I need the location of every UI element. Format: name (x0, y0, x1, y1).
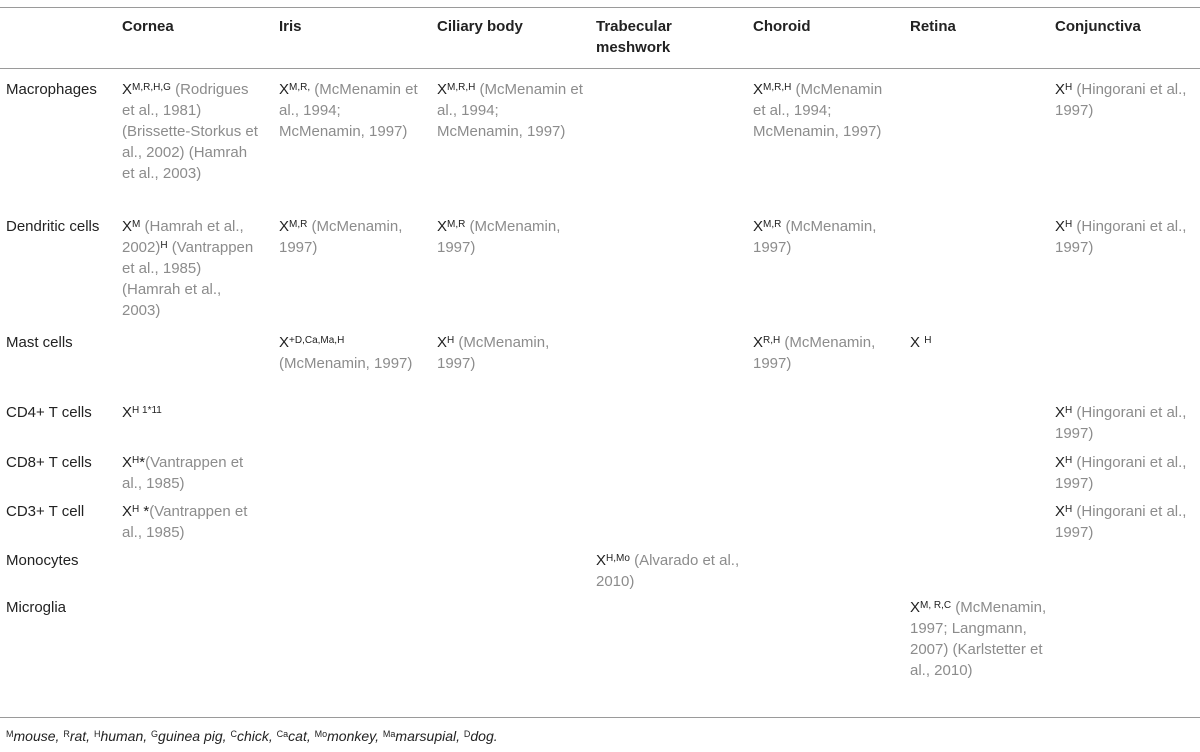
footnote-species-code: Mo (314, 729, 328, 739)
table-cell (279, 79, 424, 142)
row-label-monocytes: Monocytes (6, 552, 79, 569)
species-superscript: R,H (763, 335, 781, 346)
species-superscript: M,R, (289, 82, 311, 93)
table-cell (910, 332, 1050, 353)
table-cell (122, 216, 262, 321)
table-cell (1055, 501, 1197, 543)
species-superscript: H (1065, 219, 1073, 230)
presence-mark: $X^{M,R,H}$ (753, 81, 792, 98)
table-cell (122, 402, 262, 423)
presence-mark: $X^{M, R,C}$ (910, 599, 952, 616)
table-cell (437, 216, 587, 258)
table-cell (1055, 452, 1197, 494)
presence-mark: $X^{H 1*11}$ (122, 404, 162, 421)
footnote-species-name: mouse, (13, 728, 64, 744)
column-header-choroid: Choroid (753, 18, 811, 35)
table-footnote (6, 726, 498, 746)
row-label-cd4-t-cells: CD4+ T cells (6, 404, 92, 421)
citation: (Hamrah et al., 2002) (122, 218, 244, 256)
row-label-microglia: Microglia (6, 599, 67, 616)
species-superscript: M,R,H (763, 82, 792, 93)
column-header-ciliary-body: Ciliary body (437, 18, 523, 35)
citation: (Vantrappen et al., 1985) (122, 503, 248, 541)
row-label-dendritic-cells: Dendritic cells (6, 218, 100, 235)
table-cell (596, 550, 741, 592)
presence-mark: $X^{+D,Ca,Ma,H}$ (279, 334, 345, 351)
presence-mark: $X^H$ (1055, 218, 1073, 235)
table-cell (437, 79, 587, 142)
citation: (McMenamin et al., 1994; McMenamin, 1997) (753, 81, 883, 140)
species-superscript: M,R (289, 219, 308, 230)
citation: (Hingorani et al., 1997) (1055, 218, 1187, 256)
species-superscript: M,R,H (447, 82, 476, 93)
presence-mark: $X^H$ * (122, 503, 150, 520)
row-label-mast-cells: Mast cells (6, 334, 73, 351)
citation: (McMenamin, 1997) (279, 218, 403, 256)
citation: (McMenamin, 1997) (279, 355, 413, 372)
presence-mark: $X^{M,R,H,G}$ (122, 81, 171, 98)
row-label-cd8-t-cells: CD8+ T cells (6, 454, 92, 471)
presence-mark (160, 239, 167, 256)
footnote-species-name: guinea pig, (158, 728, 231, 744)
presence-mark: $X^{R,H}$ (753, 334, 781, 351)
table-cell (1055, 402, 1197, 444)
citation: (Hingorani et al., 1997) (1055, 503, 1187, 541)
presence-mark: $X^{M,R}$ (753, 218, 782, 235)
footnote-species-name: rat, (69, 728, 94, 744)
footnote-species-name: dog. (470, 728, 498, 744)
table-cell (1055, 216, 1197, 258)
footnote-species-name: cat, (288, 728, 315, 744)
footnote-species-name: marsupial, (395, 728, 464, 744)
citation: (McMenamin et al., 1994; McMenamin, 1997) (279, 81, 418, 140)
species-superscript: H (1065, 455, 1073, 466)
presence-mark: $X^H$ (1055, 503, 1073, 520)
citation: (McMenamin, 1997) (437, 334, 550, 372)
species-superscript: H (160, 240, 168, 251)
table-cell (279, 216, 424, 258)
presence-mark: $X^H$ (437, 334, 455, 351)
table-top-rule (0, 7, 1200, 8)
citation: (McMenamin, 1997; Langmann, 2007) (Karlstetter et al., 2010) (910, 599, 1047, 679)
species-superscript: H (1065, 504, 1073, 515)
presence-mark: $X^H*$ (122, 454, 146, 471)
species-superscript: H (924, 335, 932, 346)
table-bottom-rule (0, 717, 1200, 718)
table-cell (122, 501, 262, 543)
table-cell (122, 452, 262, 494)
presence-mark: $X^H$ (1055, 81, 1073, 98)
table-cell (753, 332, 898, 374)
species-superscript: M,R (763, 219, 782, 230)
species-superscript: M (132, 219, 141, 230)
citation: (McMenamin, 1997) (753, 334, 876, 372)
footnote-species-code: Ca (276, 729, 289, 739)
species-superscript: +D,Ca,Ma,H (289, 335, 345, 346)
footnote-species-code: M (6, 729, 14, 739)
species-superscript: H (1065, 405, 1073, 416)
table-cell (753, 79, 898, 142)
table-cell (279, 332, 424, 374)
column-header-retina: Retina (910, 18, 956, 35)
column-header-trabecular-meshwork: Trabecular meshwork (596, 18, 672, 56)
table-cell (753, 216, 898, 258)
citation: (Hingorani et al., 1997) (1055, 404, 1187, 442)
presence-mark: X $^H$ (910, 334, 932, 351)
table-cell (437, 332, 587, 374)
footnote-species-name: monkey, (327, 728, 383, 744)
presence-mark: $X^{M,R}$ (437, 218, 466, 235)
footnote-species-code: D (463, 729, 471, 739)
species-superscript: H,Mo (606, 553, 630, 564)
species-superscript: M,R,H,G (132, 82, 171, 93)
presence-mark: $X^M$ (122, 218, 141, 235)
species-superscript: H (132, 504, 140, 515)
footnote-species-code: H (93, 729, 101, 739)
species-superscript: M, R,C (920, 600, 952, 611)
citation: (Alvarado et al., 2010) (596, 552, 740, 590)
citation: (Vantrappen et al., 1985) (122, 454, 244, 492)
presence-mark: $X^{M,R,}$ (279, 81, 311, 98)
species-superscript: H (132, 455, 140, 466)
footnote-species-name: human, (100, 728, 152, 744)
species-superscript: H (447, 335, 455, 346)
presence-mark: $X^{H,Mo}$ (596, 552, 630, 569)
presence-mark: $X^H$ (1055, 454, 1073, 471)
table-cell (1055, 79, 1197, 121)
species-superscript: M,R (447, 219, 466, 230)
table-cell (122, 79, 262, 184)
citation: (Vantrappen et al., 1985) (Hamrah et al., 2003) (122, 239, 254, 319)
footnote-species-name: chick, (236, 728, 277, 744)
citation: (Hingorani et al., 1997) (1055, 454, 1187, 492)
citation: (Rodrigues et al., 1981) (Brissette-Storkus et al., 2002) (Hamrah et al., 2003) (122, 81, 258, 182)
header-bottom-rule (0, 68, 1200, 69)
row-label-cd3-t-cell: CD3+ T cell (6, 503, 85, 520)
table-cell (910, 597, 1050, 681)
column-header-cornea: Cornea (122, 18, 174, 35)
citation: (McMenamin, 1997) (753, 218, 877, 256)
footnote-species-code: R (63, 729, 70, 739)
citation: (McMenamin, 1997) (437, 218, 561, 256)
footnote-species-code: C (230, 729, 237, 739)
presence-mark: $X^{M,R}$ (279, 218, 308, 235)
footnote-species-code: G (151, 729, 159, 739)
citation: (Hingorani et al., 1997) (1055, 81, 1187, 119)
presence-mark: $X^{M,R,H}$ (437, 81, 476, 98)
footnote-species-code: Ma (382, 729, 396, 739)
column-header-iris: Iris (279, 18, 302, 35)
citation: (McMenamin et al., 1994; McMenamin, 1997) (437, 81, 583, 140)
species-superscript: H (1065, 82, 1073, 93)
presence-mark: $X^H$ (1055, 404, 1073, 421)
column-header-conjunctiva: Conjunctiva (1055, 18, 1141, 35)
row-label-macrophages: Macrophages (6, 81, 97, 98)
species-superscript: H 1*11 (132, 405, 162, 416)
